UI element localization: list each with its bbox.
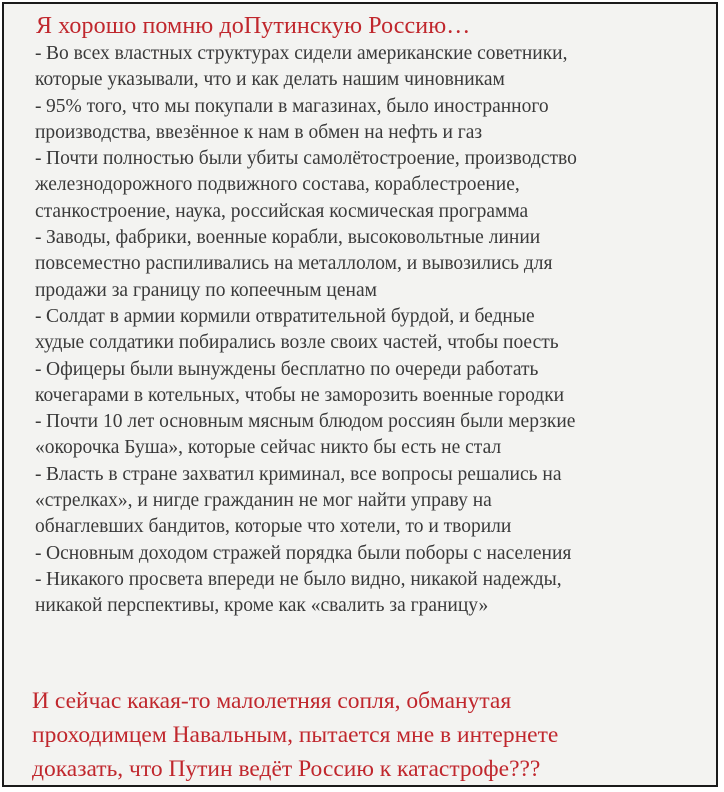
list-item-line xyxy=(35,225,706,251)
list-item-line xyxy=(35,199,706,225)
list-item-text: худые солдатики побирались возле своих частей, чтобы поесть xyxy=(35,332,559,354)
list-item-line xyxy=(35,462,706,488)
list-item-text: «окорочка Буша», которые сейчас никто бы есть не стал xyxy=(35,437,502,459)
bullet-dash: - xyxy=(35,463,42,485)
list-item xyxy=(32,225,706,304)
list-item xyxy=(32,357,706,410)
list-item-line xyxy=(35,488,706,514)
list-item-text: никакой перспективы, кроме как «свалить за границу» xyxy=(35,595,489,617)
bullet-dash: - xyxy=(35,542,42,564)
list-item-line xyxy=(35,330,706,356)
bullet-dash: - xyxy=(35,227,42,249)
list-item xyxy=(32,567,706,620)
list-item xyxy=(32,146,706,225)
bullet-dash: - xyxy=(35,95,42,117)
list-item xyxy=(32,94,706,147)
list-item-text: 95% того, что мы покупали в магазинах, было иностранного xyxy=(46,95,549,117)
list-item-text: обнаглевших бандитов, которые что хотели, то и творили xyxy=(35,516,512,538)
list-item-text: Власть в стране захватил криминал, все вопросы решались на xyxy=(46,463,562,485)
list-item xyxy=(32,304,706,357)
list-item-line xyxy=(35,514,706,540)
list-item-text: «стрелках», и нигде гражданин не мог найти управу на xyxy=(35,490,492,512)
list-item-line xyxy=(35,541,706,567)
list-item-line xyxy=(35,304,706,330)
list-item-line xyxy=(35,94,706,120)
list-item-line xyxy=(35,146,706,172)
conclusion-line: доказать, что Путин ведёт Россию к катастрофе??? xyxy=(32,756,541,782)
list-item-text: продажи за границу по копеечным ценам xyxy=(35,279,377,301)
list-item-line xyxy=(35,409,706,435)
text-card xyxy=(2,2,718,787)
bullet-dash: - xyxy=(35,411,42,433)
list-item-text: которые указывали, что и как делать нашим чиновникам xyxy=(35,69,505,91)
list-item-text: железнодорожного подвижного состава, кораблестроение, xyxy=(35,174,520,196)
list-item-line xyxy=(35,435,706,461)
memories-list xyxy=(32,41,706,620)
list-item-text: Во всех властных структурах сидели американские советники, xyxy=(46,43,568,64)
list-item-line xyxy=(35,120,706,146)
main-content xyxy=(32,12,706,620)
conclusion-line: проходимцем Навальным, пытается мне в интернете xyxy=(32,722,559,748)
list-item xyxy=(32,409,706,462)
bullet-dash: - xyxy=(35,305,42,327)
list-item-line xyxy=(35,172,706,198)
list-item-text: Заводы, фабрики, военные корабли, высоковольтные линии xyxy=(46,227,541,249)
list-item-text: Почти полностью были убиты самолётостроение, производство xyxy=(46,148,577,170)
list-item-text: Никакого просвета впереди не было видно, никакой надежды, xyxy=(46,568,562,590)
list-item-line xyxy=(35,383,706,409)
list-item-line xyxy=(35,593,706,619)
conclusion-text xyxy=(32,684,706,786)
list-item-text: Офицеры были вынуждены бесплатно по очереди работать xyxy=(46,358,539,380)
conclusion-line: И сейчас какая-то малолетняя сопля, обманутая xyxy=(32,688,512,714)
list-item-text: производства, ввезённое к нам в обмен на нефть и газ xyxy=(35,121,483,143)
list-item-line xyxy=(35,41,706,67)
list-item-line xyxy=(35,357,706,383)
list-item-line xyxy=(35,278,706,304)
bullet-dash: - xyxy=(35,148,42,170)
list-item-text: Солдат в армии кормили отвратительной бурдой, и бедные xyxy=(46,305,535,327)
list-item-text: станкостроение, наука, российская космическая программа xyxy=(35,200,529,222)
list-item-text: Основным доходом стражей порядка были поборы с населения xyxy=(46,542,572,564)
list-item-text: повсеместно распиливались на металлолом, и вывозились для xyxy=(35,253,553,275)
bullet-dash: - xyxy=(35,43,42,64)
page-title: Я хорошо помню доПутинскую Россию… xyxy=(36,13,471,39)
list-item xyxy=(32,541,706,567)
list-item-line xyxy=(35,251,706,277)
list-item-text: Почти 10 лет основным мясным блюдом россиян были мерзкие xyxy=(46,411,576,433)
list-item xyxy=(32,41,706,94)
list-item-text: кочегарами в котельных, чтобы не заморозить военные городки xyxy=(35,384,565,406)
list-item-line xyxy=(35,67,706,93)
list-item xyxy=(32,462,706,541)
list-item-line xyxy=(35,567,706,593)
bullet-dash: - xyxy=(35,358,42,380)
bullet-dash: - xyxy=(35,568,42,590)
